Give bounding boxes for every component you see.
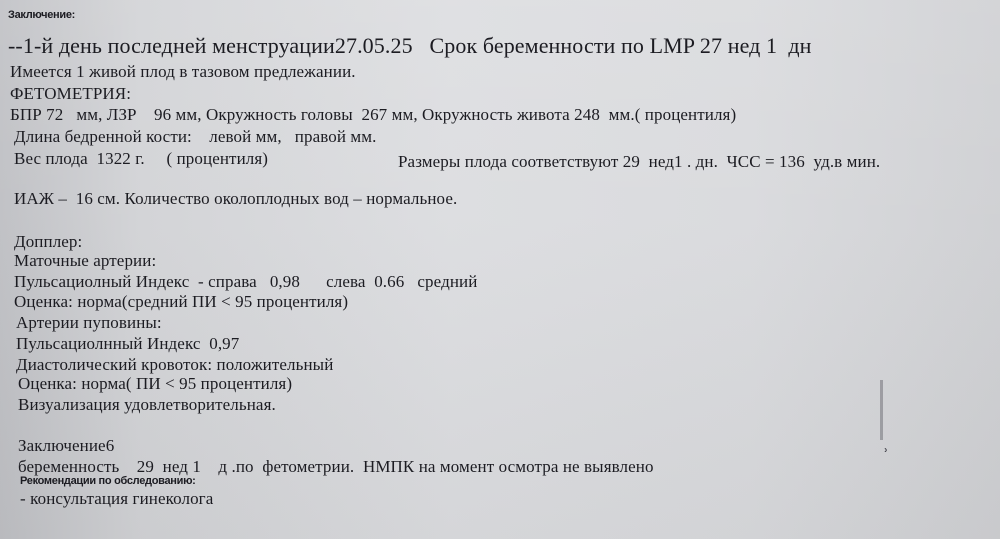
menstruation-line: --1-й день последней менструации27.05.25 Срок беременности по LMP 27 нед 1 дн xyxy=(8,33,812,58)
paper-fold-shadow xyxy=(880,380,883,440)
consultation-line: - консультация гинеколога xyxy=(20,489,214,508)
recommendations-title: Рекомендации по обследованию: xyxy=(20,475,196,487)
fetus-line: Имеется 1 живой плод в тазовом предлежании. xyxy=(10,62,356,81)
size-match-line: Размеры плода соответствуют 29 нед1 . дн. ЧСС = 136 уд.в мин. xyxy=(398,152,881,171)
amniotic-fluid-line: ИАЖ – 16 см. Количество околоплодных вод – нормальное. xyxy=(14,189,458,208)
visualization-line: Визуализация удовлетворительная. xyxy=(18,395,276,414)
uterine-pi-line: Пульсациолный Индекс - справа 0,98 слева 0.66 средний xyxy=(14,272,478,291)
ink-speck: ʾ xyxy=(884,447,889,463)
fetal-weight-line: Вес плода 1322 г. ( процентиля) xyxy=(14,149,269,168)
final-conclusion-text: беременность 29 нед 1 д .по фетометрии. НМПК на момент осмотра не выявлено xyxy=(18,457,654,476)
umbilical-assessment-line: Оценка: норма( ПИ < 95 процентиля) xyxy=(18,374,293,393)
final-conclusion-title: Заключение6 xyxy=(18,436,115,455)
umbilical-pi-line: Пульсациолнный Индекс 0,97 xyxy=(16,334,240,353)
uterine-arteries-title: Маточные артерии: xyxy=(14,251,157,270)
uterine-assessment-line: Оценка: норма(средний ПИ < 95 процентиля) xyxy=(14,292,349,311)
biometry-line: БПР 72 мм, ЛЗР 96 мм, Окружность головы 267 мм, Окружность живота 248 мм.( процентиля) xyxy=(10,105,737,124)
diastolic-flow-line: Диастолический кровоток: положительный xyxy=(16,355,334,374)
umbilical-arteries-title: Артерии пуповины: xyxy=(16,313,162,332)
doppler-title: Допплер: xyxy=(14,232,83,251)
femur-line: Длина бедренной кости: левой мм, правой мм. xyxy=(14,127,377,146)
conclusion-heading: Заключение: xyxy=(8,9,76,21)
fetometry-title: ФЕТОМЕТРИЯ: xyxy=(10,84,132,103)
